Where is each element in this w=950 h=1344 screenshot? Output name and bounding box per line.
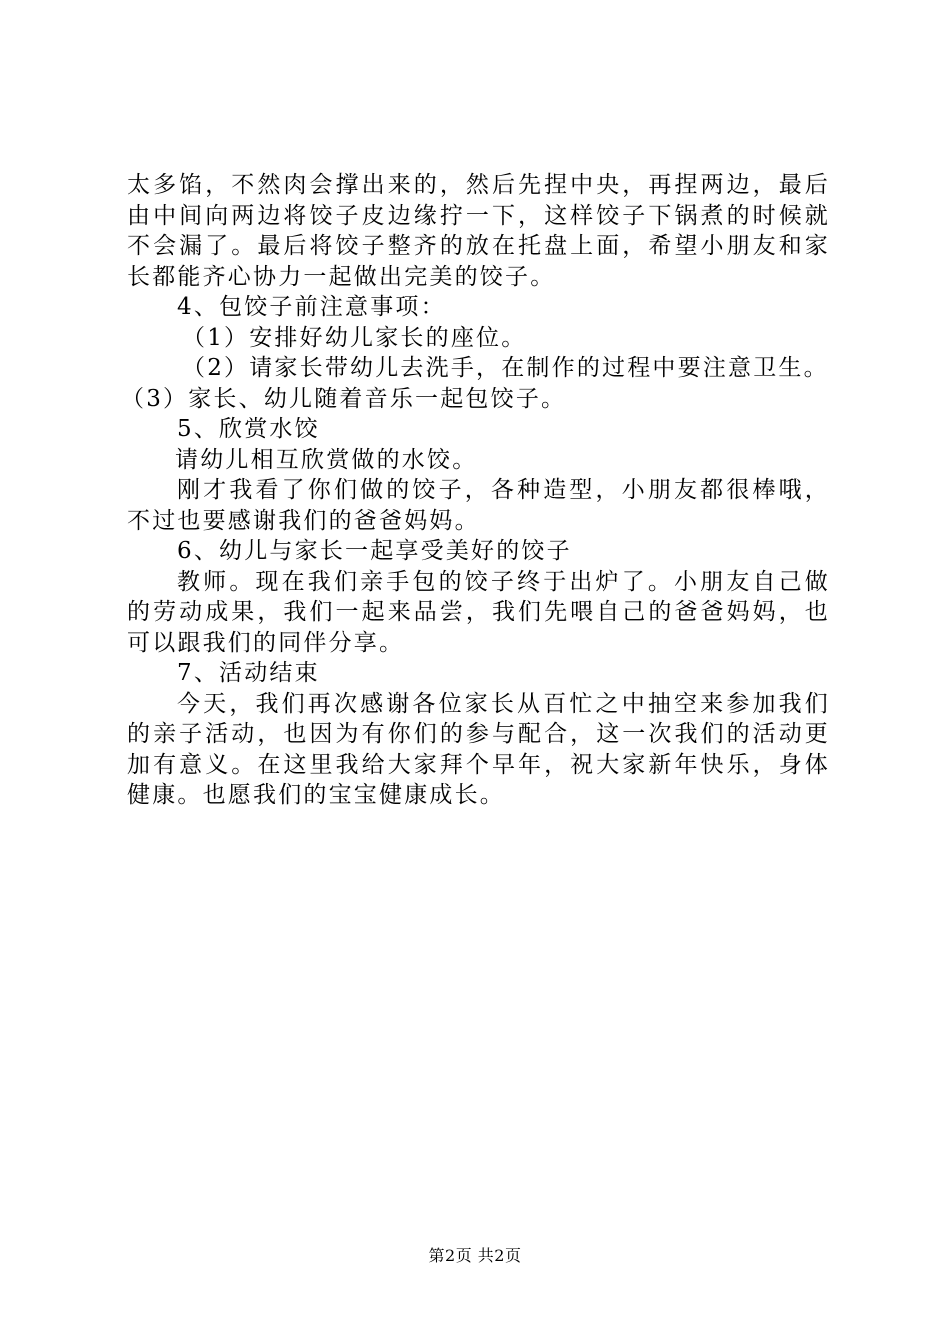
list-item-3: （3）家长、幼儿随着音乐一起包饺子。 [121, 385, 567, 412]
page-footer: 第2页 共2页 [428, 1246, 522, 1265]
heading-step-6: 6、幼儿与家长一起享受美好的饺子 [177, 538, 572, 564]
paragraph-appreciate: 请幼儿相互欣赏做的水饺。 [175, 446, 478, 473]
paragraph-praise: 刚才我看了你们做的饺子，各种造型，小朋友都很棒哦，不过也要感谢我们的爸爸妈妈。 [127, 477, 830, 534]
list-item-1: （1）安排好幼儿家长的座位。 [182, 324, 527, 351]
paragraph-closing: 今天，我们再次感谢各位家长从百忙之中抽空来参加我们的亲子活动，也因为有你们的参与配合，这一次我们的活动更加有意义。在这里我给大家拜个早年，祝大家新年快乐，身体健康。也愿我们的宝宝健康成长。 [127, 690, 830, 808]
heading-step-5: 5、欣赏水饺 [177, 416, 320, 442]
paragraph-continuation: 太多馅，不然肉会撑出来的，然后先捏中央，再捏两边，最后由中间向两边将饺子皮边缘拧一下，这样饺子下锅煮的时候就不会漏了。最后将饺子整齐的放在托盘上面，希望小朋友和家长都能齐心协力一起做出完美的饺子。 [127, 172, 830, 290]
list-item-2: （2）请家长带幼儿去洗手，在制作的过程中要注意卫生。 [182, 355, 829, 381]
heading-step-4: 4、包饺子前注意事项： [177, 294, 446, 320]
heading-step-7: 7、活动结束 [177, 660, 320, 686]
paragraph-teacher: 教师。现在我们亲手包的饺子终于出炉了。小朋友自己做的劳动成果，我们一起来品尝，我们先喂自己的爸爸妈妈，也可以跟我们的同伴分享。 [127, 568, 830, 656]
document-body [121, 170, 830, 811]
